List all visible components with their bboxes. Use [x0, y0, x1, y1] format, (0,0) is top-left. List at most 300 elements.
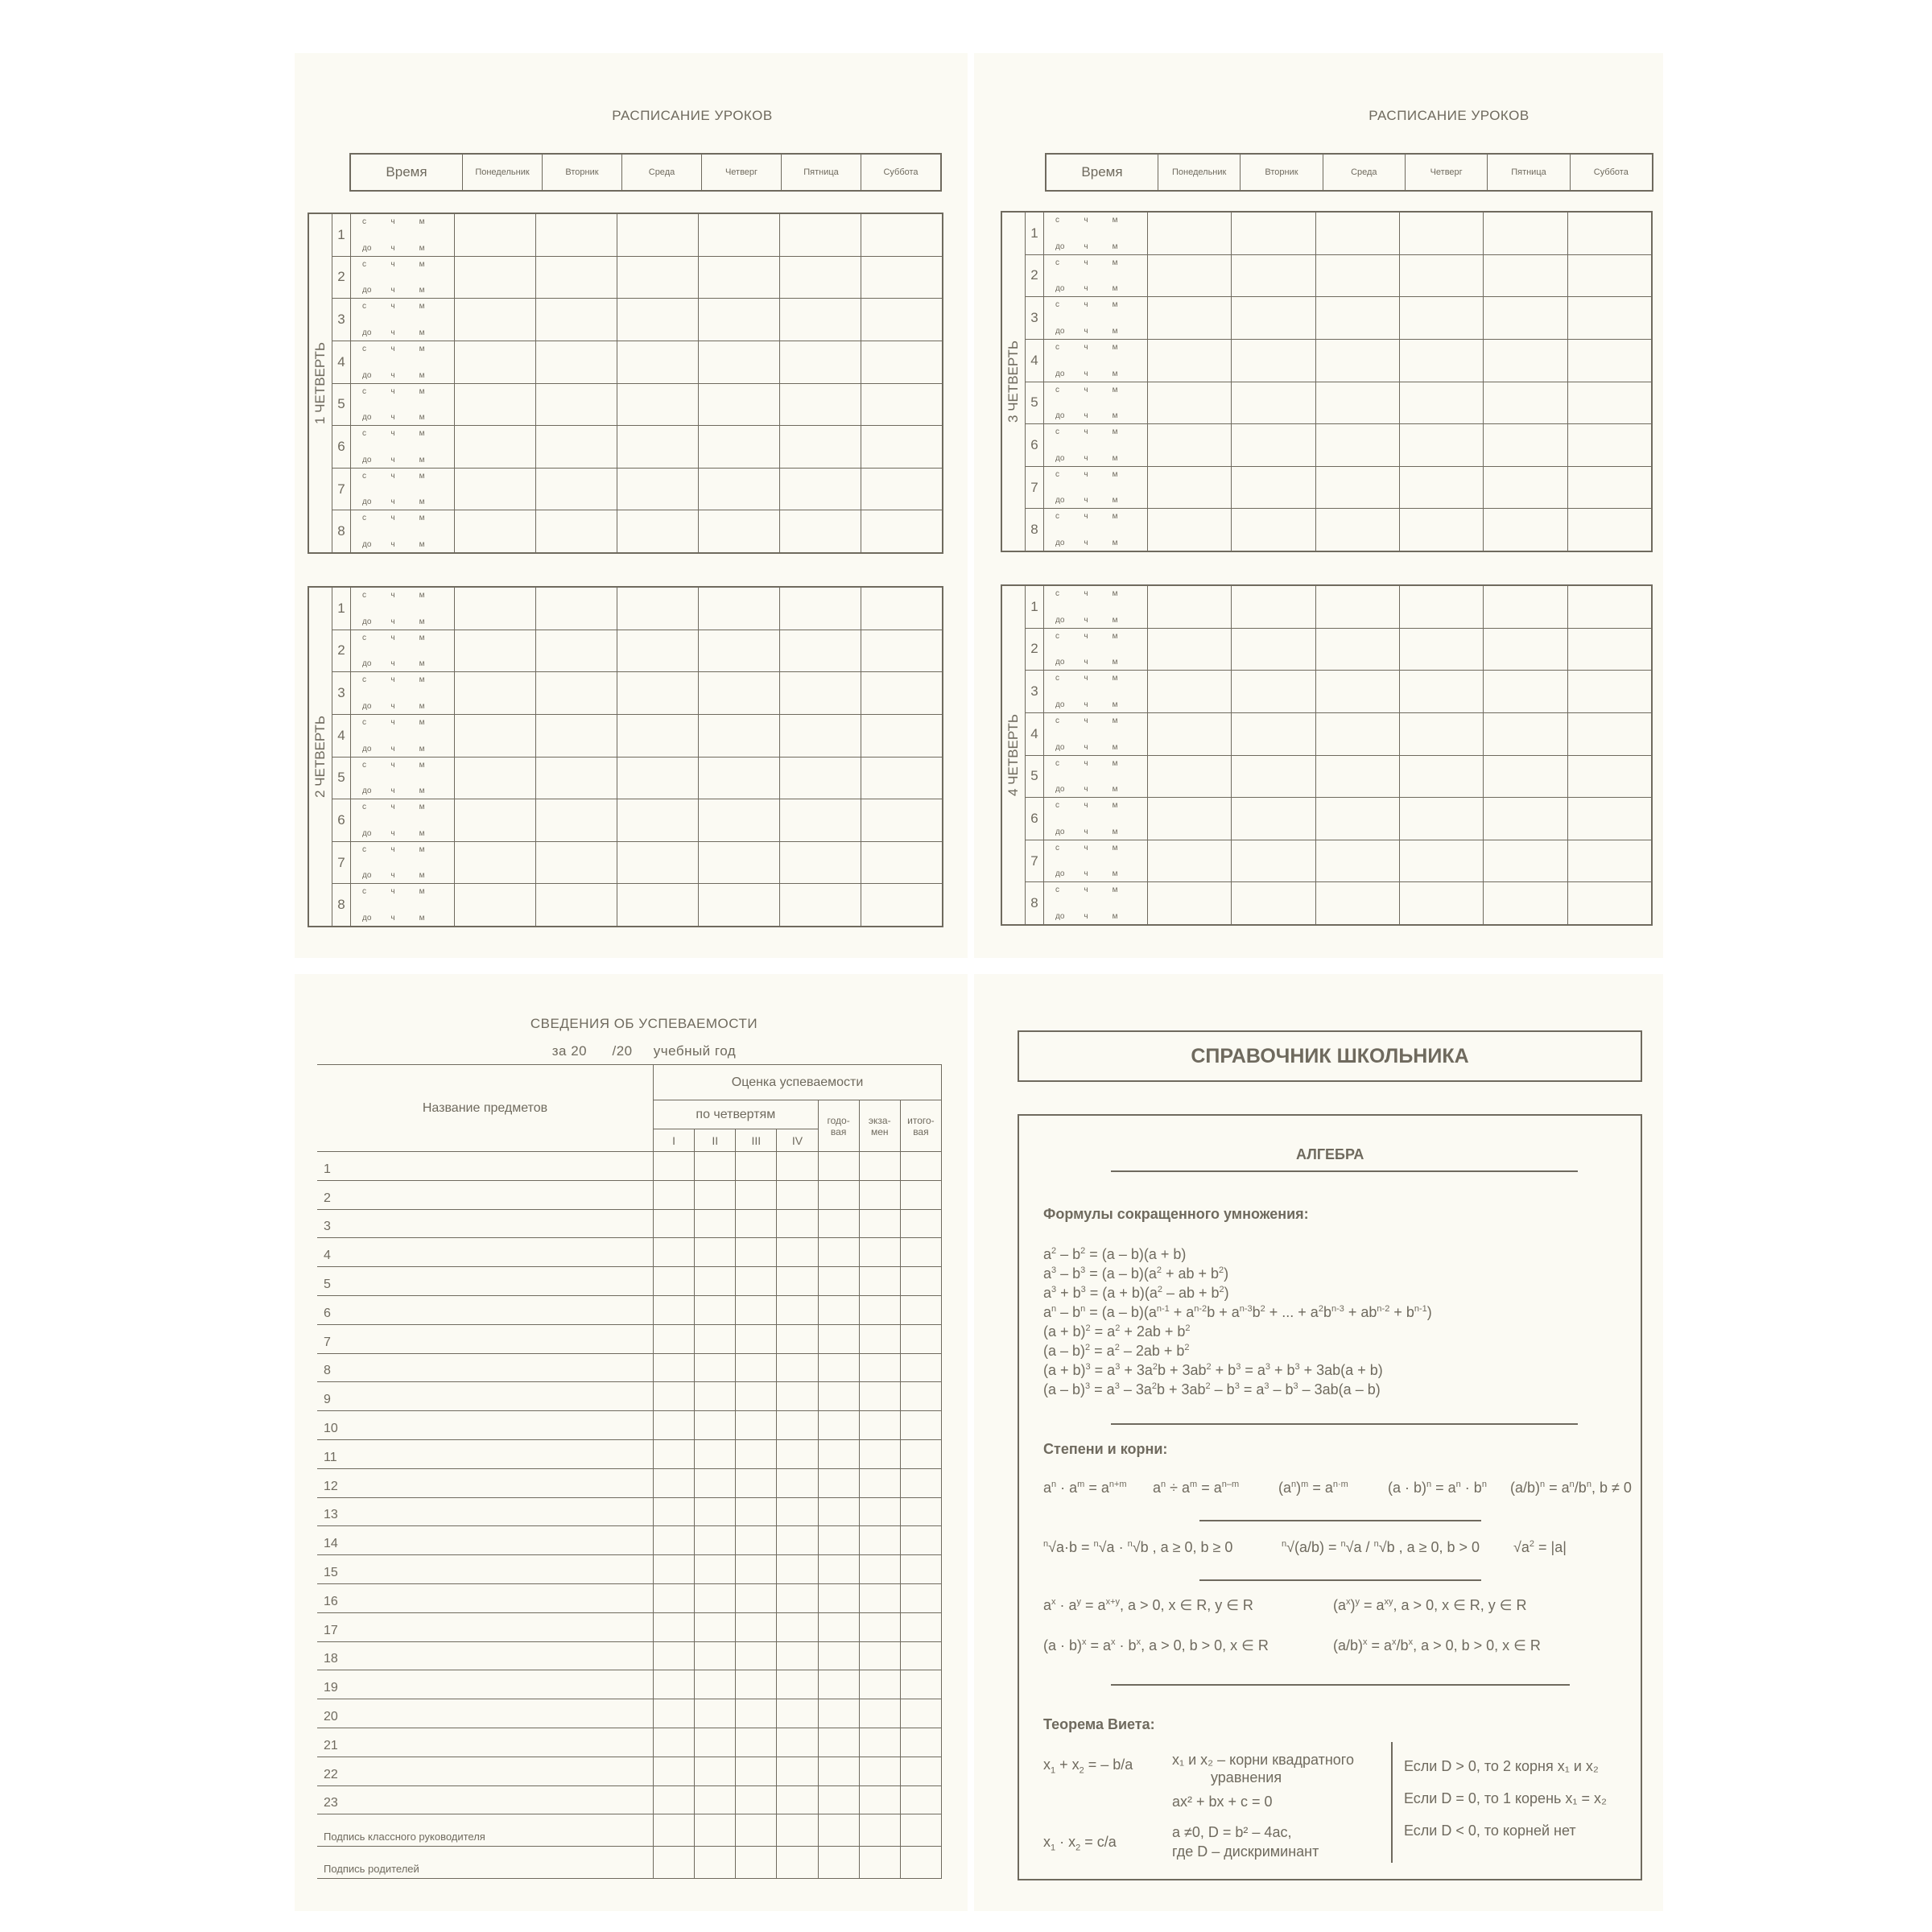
grade-cell[interactable]: [818, 1583, 859, 1612]
schedule-cell[interactable]: [1568, 213, 1651, 254]
schedule-cell[interactable]: [1400, 671, 1484, 712]
grade-cell[interactable]: [736, 1583, 777, 1612]
schedule-cell[interactable]: [1568, 629, 1651, 671]
schedule-cell[interactable]: [1484, 255, 1567, 297]
schedule-cell[interactable]: [617, 257, 699, 299]
grade-cell[interactable]: [695, 1728, 736, 1757]
schedule-cell[interactable]: [780, 799, 861, 841]
schedule-cell[interactable]: [1232, 840, 1315, 882]
schedule-cell[interactable]: [455, 715, 536, 757]
schedule-cell[interactable]: [699, 715, 780, 757]
grade-cell[interactable]: [736, 1497, 777, 1526]
grade-cell[interactable]: [818, 1526, 859, 1555]
schedule-cell[interactable]: [861, 510, 942, 552]
grade-cell[interactable]: [654, 1324, 695, 1353]
subject-name[interactable]: 19: [317, 1670, 654, 1699]
schedule-cell[interactable]: [780, 426, 861, 468]
grade-cell[interactable]: [859, 1612, 900, 1641]
subject-name[interactable]: 3: [317, 1209, 654, 1238]
grade-cell[interactable]: [900, 1728, 941, 1757]
grade-cell[interactable]: [777, 1847, 818, 1879]
grade-cell[interactable]: [777, 1468, 818, 1497]
schedule-cell[interactable]: [699, 630, 780, 672]
schedule-cell[interactable]: [617, 715, 699, 757]
grade-cell[interactable]: [777, 1439, 818, 1468]
grade-cell[interactable]: [654, 1641, 695, 1670]
subject-name[interactable]: 10: [317, 1411, 654, 1440]
grade-cell[interactable]: [695, 1324, 736, 1353]
subject-name[interactable]: Подпись классного руководителя: [317, 1814, 654, 1847]
grade-cell[interactable]: [777, 1526, 818, 1555]
schedule-cell[interactable]: [1148, 671, 1232, 712]
subject-name[interactable]: Подпись родителей: [317, 1847, 654, 1879]
grade-cell[interactable]: [777, 1814, 818, 1847]
grade-cell[interactable]: [736, 1847, 777, 1879]
schedule-cell[interactable]: [699, 299, 780, 341]
schedule-cell[interactable]: [1400, 340, 1484, 382]
grade-cell[interactable]: [695, 1785, 736, 1814]
schedule-cell[interactable]: [1400, 509, 1484, 551]
grade-cell[interactable]: [695, 1152, 736, 1181]
grade-cell[interactable]: [654, 1152, 695, 1181]
grade-cell[interactable]: [654, 1353, 695, 1382]
subject-name[interactable]: 2: [317, 1180, 654, 1209]
schedule-cell[interactable]: [536, 588, 617, 630]
schedule-cell[interactable]: [699, 469, 780, 510]
grade-cell[interactable]: [859, 1641, 900, 1670]
schedule-cell[interactable]: [1568, 424, 1651, 466]
schedule-cell[interactable]: [1232, 882, 1315, 924]
grade-cell[interactable]: [777, 1641, 818, 1670]
grade-cell[interactable]: [695, 1295, 736, 1324]
schedule-cell[interactable]: [1316, 586, 1400, 628]
schedule-cell[interactable]: [1316, 467, 1400, 509]
grade-cell[interactable]: [695, 1583, 736, 1612]
subject-name[interactable]: 12: [317, 1468, 654, 1497]
grade-cell[interactable]: [695, 1180, 736, 1209]
subject-name[interactable]: 14: [317, 1526, 654, 1555]
grade-cell[interactable]: [859, 1382, 900, 1411]
schedule-cell[interactable]: [1316, 629, 1400, 671]
schedule-cell[interactable]: [1232, 756, 1315, 798]
schedule-cell[interactable]: [1568, 798, 1651, 840]
schedule-cell[interactable]: [1316, 713, 1400, 755]
grade-cell[interactable]: [818, 1382, 859, 1411]
schedule-cell[interactable]: [1148, 629, 1232, 671]
grade-cell[interactable]: [695, 1555, 736, 1584]
grade-cell[interactable]: [859, 1152, 900, 1181]
grade-cell[interactable]: [777, 1699, 818, 1728]
grade-cell[interactable]: [777, 1411, 818, 1440]
schedule-cell[interactable]: [780, 384, 861, 426]
schedule-cell[interactable]: [1484, 882, 1567, 924]
grade-cell[interactable]: [859, 1728, 900, 1757]
schedule-cell[interactable]: [861, 469, 942, 510]
grade-cell[interactable]: [654, 1555, 695, 1584]
grade-cell[interactable]: [777, 1583, 818, 1612]
grade-cell[interactable]: [818, 1757, 859, 1785]
schedule-cell[interactable]: [861, 842, 942, 884]
schedule-cell[interactable]: [1232, 509, 1315, 551]
schedule-cell[interactable]: [1148, 882, 1232, 924]
schedule-cell[interactable]: [536, 842, 617, 884]
schedule-cell[interactable]: [1484, 213, 1567, 254]
grade-cell[interactable]: [777, 1670, 818, 1699]
schedule-cell[interactable]: [1232, 713, 1315, 755]
grade-cell[interactable]: [736, 1238, 777, 1267]
grade-cell[interactable]: [736, 1728, 777, 1757]
grade-cell[interactable]: [654, 1497, 695, 1526]
grade-cell[interactable]: [900, 1353, 941, 1382]
grade-cell[interactable]: [695, 1353, 736, 1382]
grade-cell[interactable]: [900, 1152, 941, 1181]
grade-cell[interactable]: [777, 1324, 818, 1353]
grade-cell[interactable]: [818, 1641, 859, 1670]
schedule-cell[interactable]: [1568, 756, 1651, 798]
grade-cell[interactable]: [818, 1468, 859, 1497]
grade-cell[interactable]: [900, 1497, 941, 1526]
schedule-cell[interactable]: [1484, 424, 1567, 466]
schedule-cell[interactable]: [536, 799, 617, 841]
grade-cell[interactable]: [695, 1267, 736, 1296]
schedule-cell[interactable]: [1148, 509, 1232, 551]
grade-cell[interactable]: [736, 1526, 777, 1555]
schedule-cell[interactable]: [1568, 882, 1651, 924]
schedule-cell[interactable]: [1232, 629, 1315, 671]
schedule-cell[interactable]: [455, 341, 536, 383]
grade-cell[interactable]: [654, 1209, 695, 1238]
grade-cell[interactable]: [859, 1583, 900, 1612]
subject-name[interactable]: 6: [317, 1295, 654, 1324]
schedule-cell[interactable]: [699, 426, 780, 468]
grade-cell[interactable]: [818, 1785, 859, 1814]
schedule-cell[interactable]: [1400, 255, 1484, 297]
grade-cell[interactable]: [859, 1468, 900, 1497]
grade-cell[interactable]: [900, 1670, 941, 1699]
schedule-cell[interactable]: [1316, 255, 1400, 297]
grade-cell[interactable]: [859, 1439, 900, 1468]
schedule-cell[interactable]: [780, 341, 861, 383]
schedule-cell[interactable]: [861, 257, 942, 299]
grade-cell[interactable]: [900, 1324, 941, 1353]
grade-cell[interactable]: [818, 1612, 859, 1641]
schedule-cell[interactable]: [1400, 586, 1484, 628]
schedule-cell[interactable]: [1400, 467, 1484, 509]
grade-cell[interactable]: [654, 1757, 695, 1785]
schedule-cell[interactable]: [455, 214, 536, 256]
grade-cell[interactable]: [654, 1847, 695, 1879]
grade-cell[interactable]: [695, 1670, 736, 1699]
grade-cell[interactable]: [900, 1612, 941, 1641]
schedule-cell[interactable]: [1484, 671, 1567, 712]
schedule-cell[interactable]: [861, 384, 942, 426]
schedule-cell[interactable]: [1484, 629, 1567, 671]
grade-cell[interactable]: [777, 1785, 818, 1814]
grade-cell[interactable]: [654, 1238, 695, 1267]
schedule-cell[interactable]: [1316, 340, 1400, 382]
schedule-cell[interactable]: [1400, 756, 1484, 798]
grade-cell[interactable]: [859, 1785, 900, 1814]
schedule-cell[interactable]: [1316, 297, 1400, 339]
schedule-cell[interactable]: [861, 715, 942, 757]
schedule-cell[interactable]: [536, 299, 617, 341]
grade-cell[interactable]: [695, 1847, 736, 1879]
grade-cell[interactable]: [654, 1295, 695, 1324]
grade-cell[interactable]: [777, 1267, 818, 1296]
schedule-cell[interactable]: [1400, 629, 1484, 671]
grade-cell[interactable]: [654, 1728, 695, 1757]
schedule-cell[interactable]: [1148, 297, 1232, 339]
schedule-cell[interactable]: [1148, 840, 1232, 882]
grade-cell[interactable]: [736, 1411, 777, 1440]
schedule-cell[interactable]: [455, 384, 536, 426]
schedule-cell[interactable]: [1232, 586, 1315, 628]
grade-cell[interactable]: [818, 1152, 859, 1181]
schedule-cell[interactable]: [1484, 340, 1567, 382]
schedule-cell[interactable]: [617, 426, 699, 468]
grade-cell[interactable]: [900, 1468, 941, 1497]
grade-cell[interactable]: [900, 1411, 941, 1440]
schedule-cell[interactable]: [1484, 713, 1567, 755]
grade-cell[interactable]: [818, 1209, 859, 1238]
grade-cell[interactable]: [654, 1583, 695, 1612]
grade-cell[interactable]: [654, 1411, 695, 1440]
schedule-cell[interactable]: [861, 630, 942, 672]
schedule-cell[interactable]: [1568, 340, 1651, 382]
schedule-cell[interactable]: [1484, 297, 1567, 339]
schedule-cell[interactable]: [1232, 382, 1315, 424]
grade-cell[interactable]: [654, 1785, 695, 1814]
schedule-cell[interactable]: [455, 630, 536, 672]
schedule-cell[interactable]: [617, 469, 699, 510]
schedule-cell[interactable]: [1568, 509, 1651, 551]
grade-cell[interactable]: [859, 1699, 900, 1728]
subject-name[interactable]: 5: [317, 1267, 654, 1296]
grade-cell[interactable]: [900, 1583, 941, 1612]
schedule-cell[interactable]: [1568, 586, 1651, 628]
schedule-cell[interactable]: [1400, 840, 1484, 882]
schedule-cell[interactable]: [536, 630, 617, 672]
schedule-cell[interactable]: [861, 426, 942, 468]
schedule-cell[interactable]: [1568, 840, 1651, 882]
schedule-cell[interactable]: [780, 214, 861, 256]
schedule-cell[interactable]: [1484, 382, 1567, 424]
schedule-cell[interactable]: [1148, 340, 1232, 382]
schedule-cell[interactable]: [699, 842, 780, 884]
schedule-cell[interactable]: [1232, 798, 1315, 840]
schedule-cell[interactable]: [617, 799, 699, 841]
grade-cell[interactable]: [777, 1757, 818, 1785]
schedule-cell[interactable]: [617, 884, 699, 926]
schedule-cell[interactable]: [1316, 882, 1400, 924]
schedule-cell[interactable]: [1232, 424, 1315, 466]
grade-cell[interactable]: [736, 1209, 777, 1238]
grade-cell[interactable]: [654, 1670, 695, 1699]
grade-cell[interactable]: [818, 1267, 859, 1296]
schedule-cell[interactable]: [1568, 467, 1651, 509]
subject-name[interactable]: 11: [317, 1439, 654, 1468]
schedule-cell[interactable]: [861, 341, 942, 383]
grade-cell[interactable]: [736, 1353, 777, 1382]
schedule-cell[interactable]: [617, 341, 699, 383]
grade-cell[interactable]: [900, 1555, 941, 1584]
grade-cell[interactable]: [818, 1555, 859, 1584]
grade-cell[interactable]: [859, 1555, 900, 1584]
schedule-cell[interactable]: [1316, 509, 1400, 551]
schedule-cell[interactable]: [699, 799, 780, 841]
grade-cell[interactable]: [695, 1411, 736, 1440]
schedule-cell[interactable]: [1232, 340, 1315, 382]
schedule-cell[interactable]: [1484, 798, 1567, 840]
schedule-cell[interactable]: [617, 588, 699, 630]
grade-cell[interactable]: [736, 1295, 777, 1324]
grade-cell[interactable]: [736, 1382, 777, 1411]
grade-cell[interactable]: [859, 1847, 900, 1879]
schedule-cell[interactable]: [1316, 798, 1400, 840]
schedule-cell[interactable]: [699, 341, 780, 383]
grade-cell[interactable]: [900, 1785, 941, 1814]
schedule-cell[interactable]: [1232, 467, 1315, 509]
schedule-cell[interactable]: [536, 426, 617, 468]
grade-cell[interactable]: [859, 1670, 900, 1699]
grade-cell[interactable]: [736, 1785, 777, 1814]
grade-cell[interactable]: [777, 1238, 818, 1267]
grade-cell[interactable]: [818, 1180, 859, 1209]
schedule-cell[interactable]: [699, 672, 780, 714]
grade-cell[interactable]: [900, 1209, 941, 1238]
grade-cell[interactable]: [900, 1757, 941, 1785]
grade-cell[interactable]: [818, 1728, 859, 1757]
grade-cell[interactable]: [777, 1555, 818, 1584]
schedule-cell[interactable]: [617, 672, 699, 714]
grade-cell[interactable]: [695, 1468, 736, 1497]
schedule-cell[interactable]: [455, 884, 536, 926]
grade-cell[interactable]: [777, 1295, 818, 1324]
schedule-cell[interactable]: [699, 384, 780, 426]
grade-cell[interactable]: [654, 1267, 695, 1296]
grade-cell[interactable]: [695, 1641, 736, 1670]
schedule-cell[interactable]: [1232, 671, 1315, 712]
grade-cell[interactable]: [736, 1699, 777, 1728]
grade-cell[interactable]: [859, 1353, 900, 1382]
schedule-cell[interactable]: [699, 214, 780, 256]
grade-cell[interactable]: [900, 1295, 941, 1324]
grade-cell[interactable]: [695, 1814, 736, 1847]
schedule-cell[interactable]: [780, 257, 861, 299]
schedule-cell[interactable]: [536, 341, 617, 383]
schedule-cell[interactable]: [780, 469, 861, 510]
schedule-cell[interactable]: [1148, 382, 1232, 424]
schedule-cell[interactable]: [1232, 255, 1315, 297]
schedule-cell[interactable]: [1568, 297, 1651, 339]
schedule-cell[interactable]: [1568, 671, 1651, 712]
schedule-cell[interactable]: [780, 588, 861, 630]
grade-cell[interactable]: [736, 1757, 777, 1785]
schedule-cell[interactable]: [536, 672, 617, 714]
grade-cell[interactable]: [736, 1324, 777, 1353]
schedule-cell[interactable]: [617, 299, 699, 341]
subject-name[interactable]: 23: [317, 1785, 654, 1814]
schedule-cell[interactable]: [1316, 840, 1400, 882]
schedule-cell[interactable]: [617, 630, 699, 672]
schedule-cell[interactable]: [699, 884, 780, 926]
schedule-cell[interactable]: [455, 842, 536, 884]
grade-cell[interactable]: [900, 1267, 941, 1296]
schedule-cell[interactable]: [455, 257, 536, 299]
grade-cell[interactable]: [654, 1180, 695, 1209]
grade-cell[interactable]: [777, 1353, 818, 1382]
grade-cell[interactable]: [900, 1439, 941, 1468]
schedule-cell[interactable]: [780, 672, 861, 714]
grade-cell[interactable]: [818, 1411, 859, 1440]
grade-cell[interactable]: [900, 1641, 941, 1670]
grade-cell[interactable]: [654, 1814, 695, 1847]
schedule-cell[interactable]: [1316, 213, 1400, 254]
grade-cell[interactable]: [818, 1439, 859, 1468]
grade-cell[interactable]: [859, 1238, 900, 1267]
schedule-cell[interactable]: [1232, 297, 1315, 339]
schedule-cell[interactable]: [861, 299, 942, 341]
schedule-cell[interactable]: [861, 799, 942, 841]
grade-cell[interactable]: [900, 1814, 941, 1847]
schedule-cell[interactable]: [1400, 713, 1484, 755]
schedule-cell[interactable]: [780, 842, 861, 884]
schedule-cell[interactable]: [455, 588, 536, 630]
subject-name[interactable]: 15: [317, 1555, 654, 1584]
schedule-cell[interactable]: [536, 214, 617, 256]
grade-cell[interactable]: [818, 1353, 859, 1382]
schedule-cell[interactable]: [1400, 213, 1484, 254]
schedule-cell[interactable]: [1568, 382, 1651, 424]
grade-cell[interactable]: [736, 1555, 777, 1584]
grade-cell[interactable]: [736, 1468, 777, 1497]
grade-cell[interactable]: [736, 1670, 777, 1699]
grade-cell[interactable]: [654, 1699, 695, 1728]
schedule-cell[interactable]: [1148, 213, 1232, 254]
subject-name[interactable]: 22: [317, 1757, 654, 1785]
schedule-cell[interactable]: [1400, 382, 1484, 424]
grade-cell[interactable]: [818, 1847, 859, 1879]
schedule-cell[interactable]: [536, 715, 617, 757]
grade-cell[interactable]: [695, 1699, 736, 1728]
grade-cell[interactable]: [900, 1180, 941, 1209]
grade-cell[interactable]: [900, 1699, 941, 1728]
grade-cell[interactable]: [818, 1670, 859, 1699]
schedule-cell[interactable]: [861, 588, 942, 630]
grade-cell[interactable]: [859, 1324, 900, 1353]
schedule-cell[interactable]: [699, 758, 780, 799]
schedule-cell[interactable]: [1568, 713, 1651, 755]
grade-cell[interactable]: [736, 1152, 777, 1181]
grade-cell[interactable]: [900, 1238, 941, 1267]
schedule-cell[interactable]: [780, 884, 861, 926]
grade-cell[interactable]: [695, 1382, 736, 1411]
grade-cell[interactable]: [777, 1497, 818, 1526]
schedule-cell[interactable]: [1148, 467, 1232, 509]
grade-cell[interactable]: [859, 1267, 900, 1296]
schedule-cell[interactable]: [455, 758, 536, 799]
schedule-cell[interactable]: [1148, 756, 1232, 798]
schedule-cell[interactable]: [861, 758, 942, 799]
grade-cell[interactable]: [859, 1180, 900, 1209]
schedule-cell[interactable]: [1148, 713, 1232, 755]
grade-cell[interactable]: [859, 1757, 900, 1785]
schedule-cell[interactable]: [780, 715, 861, 757]
grade-cell[interactable]: [777, 1152, 818, 1181]
grade-cell[interactable]: [695, 1238, 736, 1267]
grade-cell[interactable]: [695, 1526, 736, 1555]
grade-cell[interactable]: [859, 1497, 900, 1526]
